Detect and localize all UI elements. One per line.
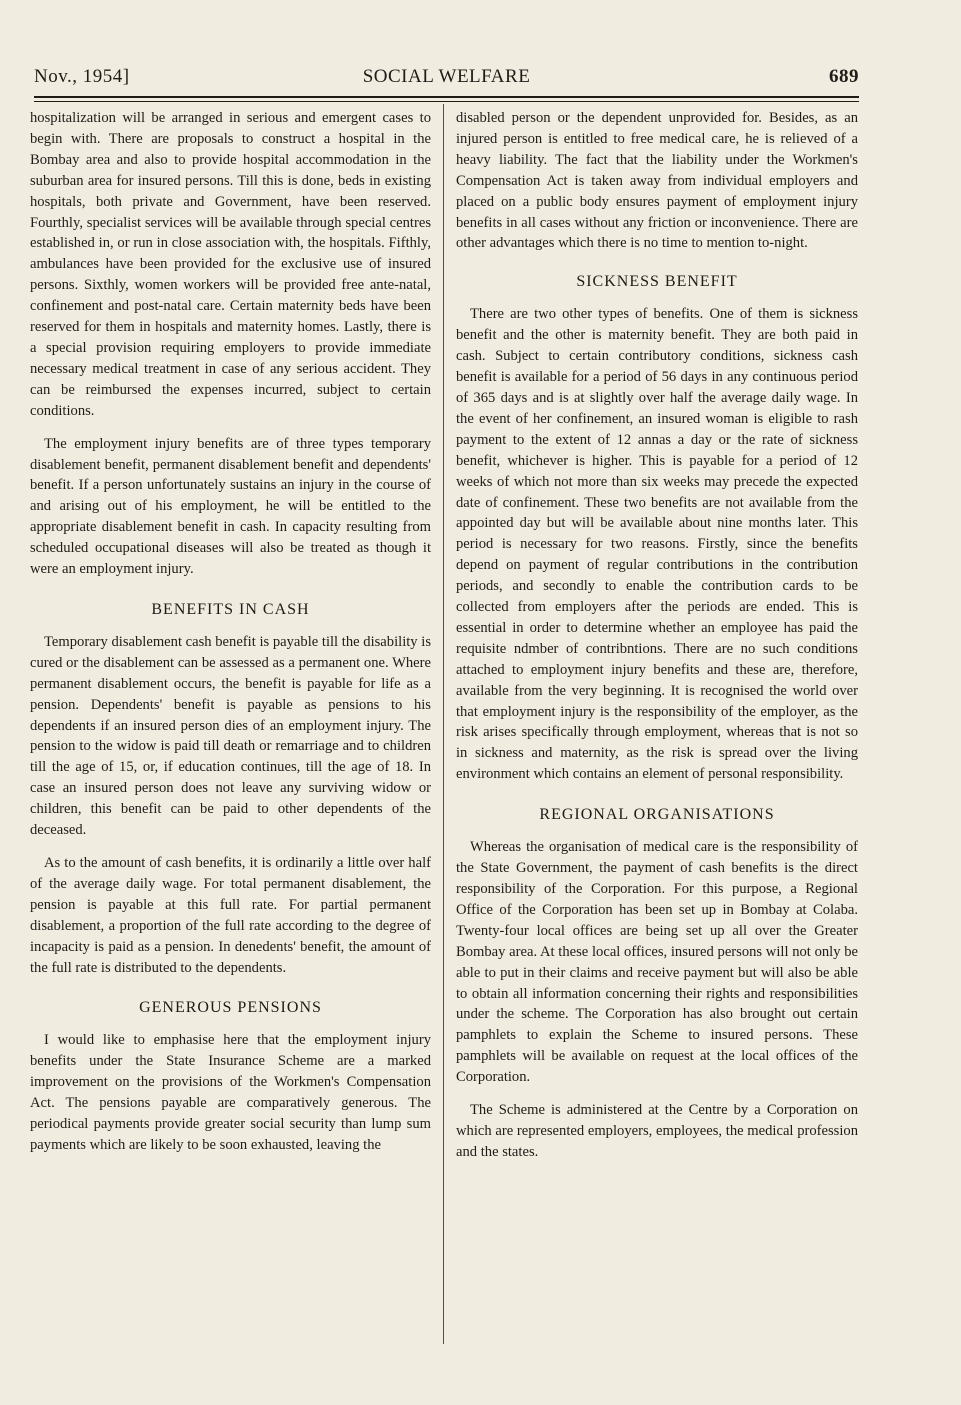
paragraph-scheme-administered: The Scheme is administered at the Centre by a Corporation on which are represented employers, employees, the medical profession and the states. — [456, 1102, 858, 1160]
paragraph-disabled-person: disabled person or the dependent unprovided for. Besides, as an injured person is entitled to free medical care, he is relieved of a heavy liability. The fact that the liability under the Workmen's Compensation Act is taken away from individual employers and placed on a public body ensures payment of employment injury benefits in all cases without any friction or inconvenience. There are other advantages which there is no time to mention to-night. — [456, 110, 858, 252]
issue-date: Nov., 1954] — [34, 66, 130, 87]
right-column — [456, 108, 858, 1163]
page-number: 689 — [829, 66, 859, 87]
paragraph-temporary-disablement: Temporary disablement cash benefit is payable till the disability is cured or the disablement can be assessed as a permanent one. Where permanent disablement occurs, the benefit is payable for life as a pension. Dependents' benefit is payable as pensions to his dependents if an insured person dies of an employment injury. The pension to the widow is paid till death or remarriage and to children till the age of 15, or, if education continues, till the age of 18. In case an insured person does not leave any surviving widow or children, this benefit can be paid to other dependents of the deceased. — [30, 633, 431, 839]
paragraph-employment-injury: The employment injury benefits are of three types temporary disablement benefit, permanent disablement benefit and dependents' benefit. If a person unfortunately sustains an injury in the course of and arising out of his employment, he will be entitled to the appropriate disablement benefit in cash. In capacity resulting from scheduled occupational diseases will also be treated as though it were an employment injury. — [30, 435, 431, 578]
paragraph-regional-office: Whereas the organisation of medical care is the responsibility of the State Government, the payment of cash benefits is the direct responsibility of the Corporation. For this purpose, a Regional Office of the Corporation has been set up in Bombay at Colaba. Twenty-four local offices are being set up all over the Greater Bombay area. At these local offices, insured persons will not only be able to put in their claims and receive payment but will also be able to obtain all information concerning their rights and responsibilities under the scheme. The Corporation has also brought out certain pamphlets to explain the Scheme to insured persons. These pamphlets will be available on request at the local offices of the Corporation. — [456, 839, 858, 1086]
paragraph-sickness-maternity: There are two other types of benefits. One of them is sickness benefit and the other is maternity benefit. They are both paid in cash. Subject to certain contributory conditions, sickness cash benefit is available for a period of 56 days in any continuous period of 365 days and is at slightly over half the average daily wage. In the event of her confinement, an insured woman is eligible to rash payment to the extent of 12 annas a day or the rate of sickness benefit, whichever is higher. This is payable for a period of 12 weeks of which not more than six weeks may precede the expected date of confinement. These two benefits are not available from the appointed day but will be available about nine months later. This period is necessary for two reasons. Firstly, since the benefits depend on payment of regular contributions in the contribution periods, and secondly to enable the contribution cards to be collected from employers after the periods are ended. This is essential in order to determine whether an employee has paid the requisite ndmber of contribntions. There are no such conditions attached to employment injury benefits and these are, therefore, available from the very beginning. It is recognised the world over that employment injury is the responsibility of the employer, as the risk arises specifically through employment, whereas that is not so in sickness and maternity, as the risk is spread over the living environment which contains an element of personal responsibility. — [456, 306, 858, 783]
paragraph-emphasise: I would like to emphasise here that the employment injury benefits under the State Insurance Scheme are a marked improvement on the provisions of the Workmen's Compensation Act. The pensions payable are comparatively generous. The periodical payments provide greater social security than lump sum payments which are likely to be soon exhausted, leaving the — [30, 1032, 431, 1153]
publication-title: SOCIAL WELFARE — [362, 66, 531, 87]
page-header — [34, 64, 859, 94]
heading-sickness-benefit: SICKNESS BENEFIT — [576, 273, 738, 291]
left-column — [30, 108, 431, 1156]
heading-regional-organisations: REGIONAL ORGANISATIONS — [539, 806, 775, 824]
header-rule-thin — [34, 101, 859, 102]
paragraph-hospitalization: hospitalization will be arranged in serious and emergent cases to begin with. There are proposals to construct a hospital in the Bombay area and also to provide hospital accommodation in the suburban area for insured persons. Till this is done, beds in existing hospitals, both private and Government, have been reserved. Fourthly, specialist services will be available through special centres established in, or run in close association with, the hospitals. Fifthly, ambulances have been provided for the exclusive use of insured persons. Sixthly, women workers will be provided free ante-natal, confinement and post-natal care. Certain maternity beds have been reserved for them in hospitals and maternity homes. Lastly, there is a special provision requiring employers to provide immediate necessary medical treatment in case of any serious accident. They can be reimbursed the expenses incurred, subject to certain conditions. — [30, 110, 431, 419]
paragraph-amount-of-benefits: As to the amount of cash benefits, it is ordinarily a little over half of the average daily wage. For total permanent disablement, the pension is payable at this full rate. For partial permanent disablement, a proportion of the full rate according to the degree of incapacity is paid as a pension. In denedents' benefit, the amount of the full rate is distributed to the dependents. — [30, 855, 431, 976]
column-divider — [443, 104, 444, 1344]
header-rule — [34, 96, 859, 98]
heading-generous-pensions: GENEROUS PENSIONS — [139, 999, 322, 1017]
heading-benefits-in-cash: BENEFITS IN CASH — [151, 600, 310, 618]
